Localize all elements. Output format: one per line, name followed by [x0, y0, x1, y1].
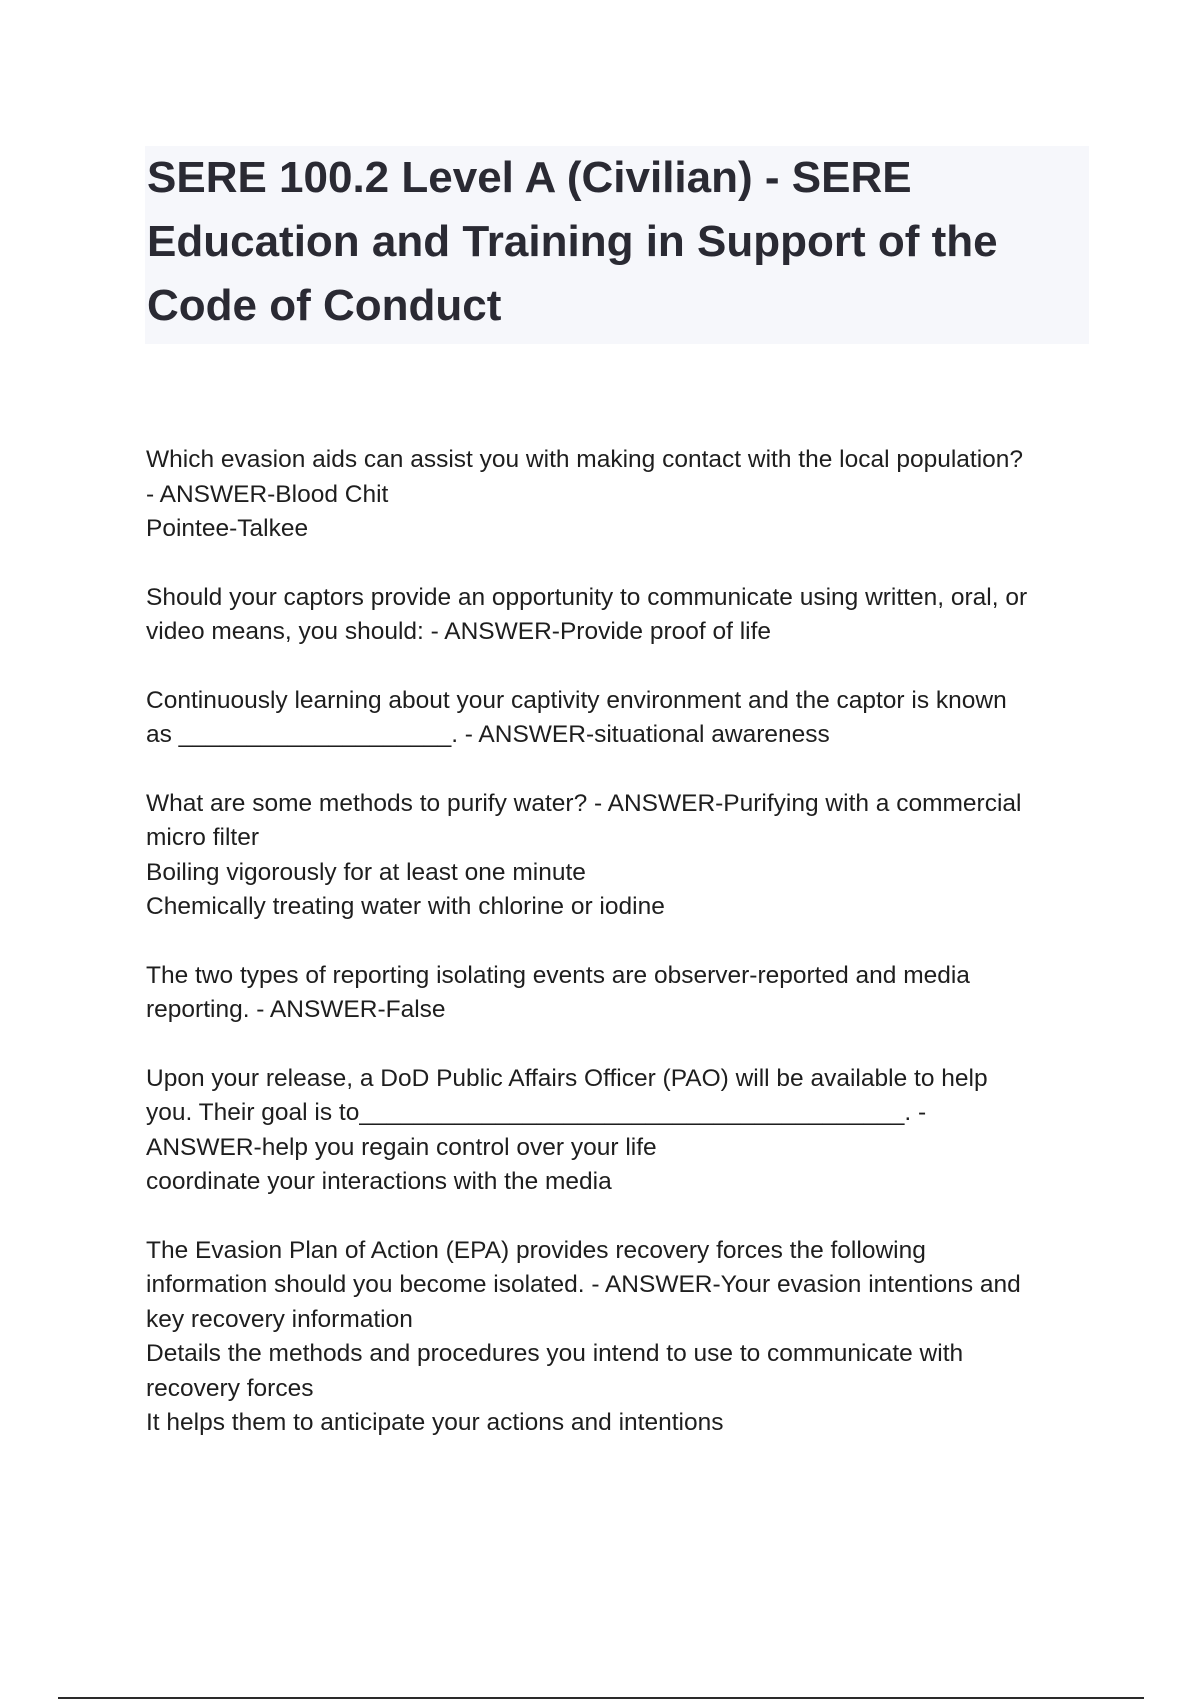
title-line: Education and Training in Support of the: [147, 217, 998, 266]
qa-line: Should your captors provide an opportunity to communicate using written, oral, or: [146, 583, 1028, 611]
qa-line: The Evasion Plan of Action (EPA) provides recovery forces the following: [146, 1236, 926, 1264]
qa-line: video means, you should: - ANSWER-Provide proof of life: [146, 618, 772, 645]
qa-line: information should you become isolated. - ANSWER-Your evasion intentions and: [146, 1271, 1021, 1298]
qa-line: as ____________________. - ANSWER-situational awareness: [146, 721, 830, 748]
qa-item: [146, 443, 1096, 547]
qa-line: The two types of reporting isolating events are observer-reported and media: [146, 961, 970, 989]
qa-item: [146, 1062, 1096, 1200]
qa-line: What are some methods to purify water? - ANSWER-Purifying with a commercial: [146, 789, 1022, 817]
qa-line: It helps them to anticipate your actions and intentions: [146, 1409, 724, 1436]
qa-line: Chemically treating water with chlorine or iodine: [146, 893, 665, 920]
qa-line: recovery forces: [146, 1374, 314, 1402]
qa-item: [146, 787, 1096, 925]
document-title: [147, 146, 1089, 338]
title-line: SERE 100.2 Level A (Civilian) - SERE: [147, 153, 912, 202]
qa-list: [146, 443, 1096, 1475]
qa-line: coordinate your interactions with the media: [146, 1168, 612, 1195]
qa-line: ANSWER-help you regain control over your life: [146, 1133, 657, 1161]
qa-line: Boiling vigorously for at least one minute: [146, 858, 586, 886]
qa-line: Details the methods and procedures you intend to use to communicate with: [146, 1340, 964, 1367]
qa-item: [146, 959, 1096, 1028]
qa-line: key recovery information: [146, 1305, 413, 1333]
qa-line: reporting. - ANSWER-False: [146, 996, 446, 1023]
title-banner: [145, 146, 1089, 344]
title-line: Code of Conduct: [147, 281, 502, 330]
qa-item: [146, 581, 1096, 650]
qa-line: - ANSWER-Blood Chit: [146, 480, 389, 508]
qa-item: [146, 1234, 1096, 1441]
page-bottom-divider: [58, 1697, 1144, 1699]
qa-line: you. Their goal is to________________________________________. -: [146, 1099, 927, 1126]
qa-line: Which evasion aids can assist you with making contact with the local population?: [146, 446, 1024, 473]
qa-line: Upon your release, a DoD Public Affairs Officer (PAO) will be available to help: [146, 1064, 988, 1092]
qa-line: Continuously learning about your captivity environment and the captor is known: [146, 686, 1007, 714]
qa-line: micro filter: [146, 824, 259, 851]
qa-line: Pointee-Talkee: [146, 515, 309, 542]
qa-item: [146, 684, 1096, 753]
